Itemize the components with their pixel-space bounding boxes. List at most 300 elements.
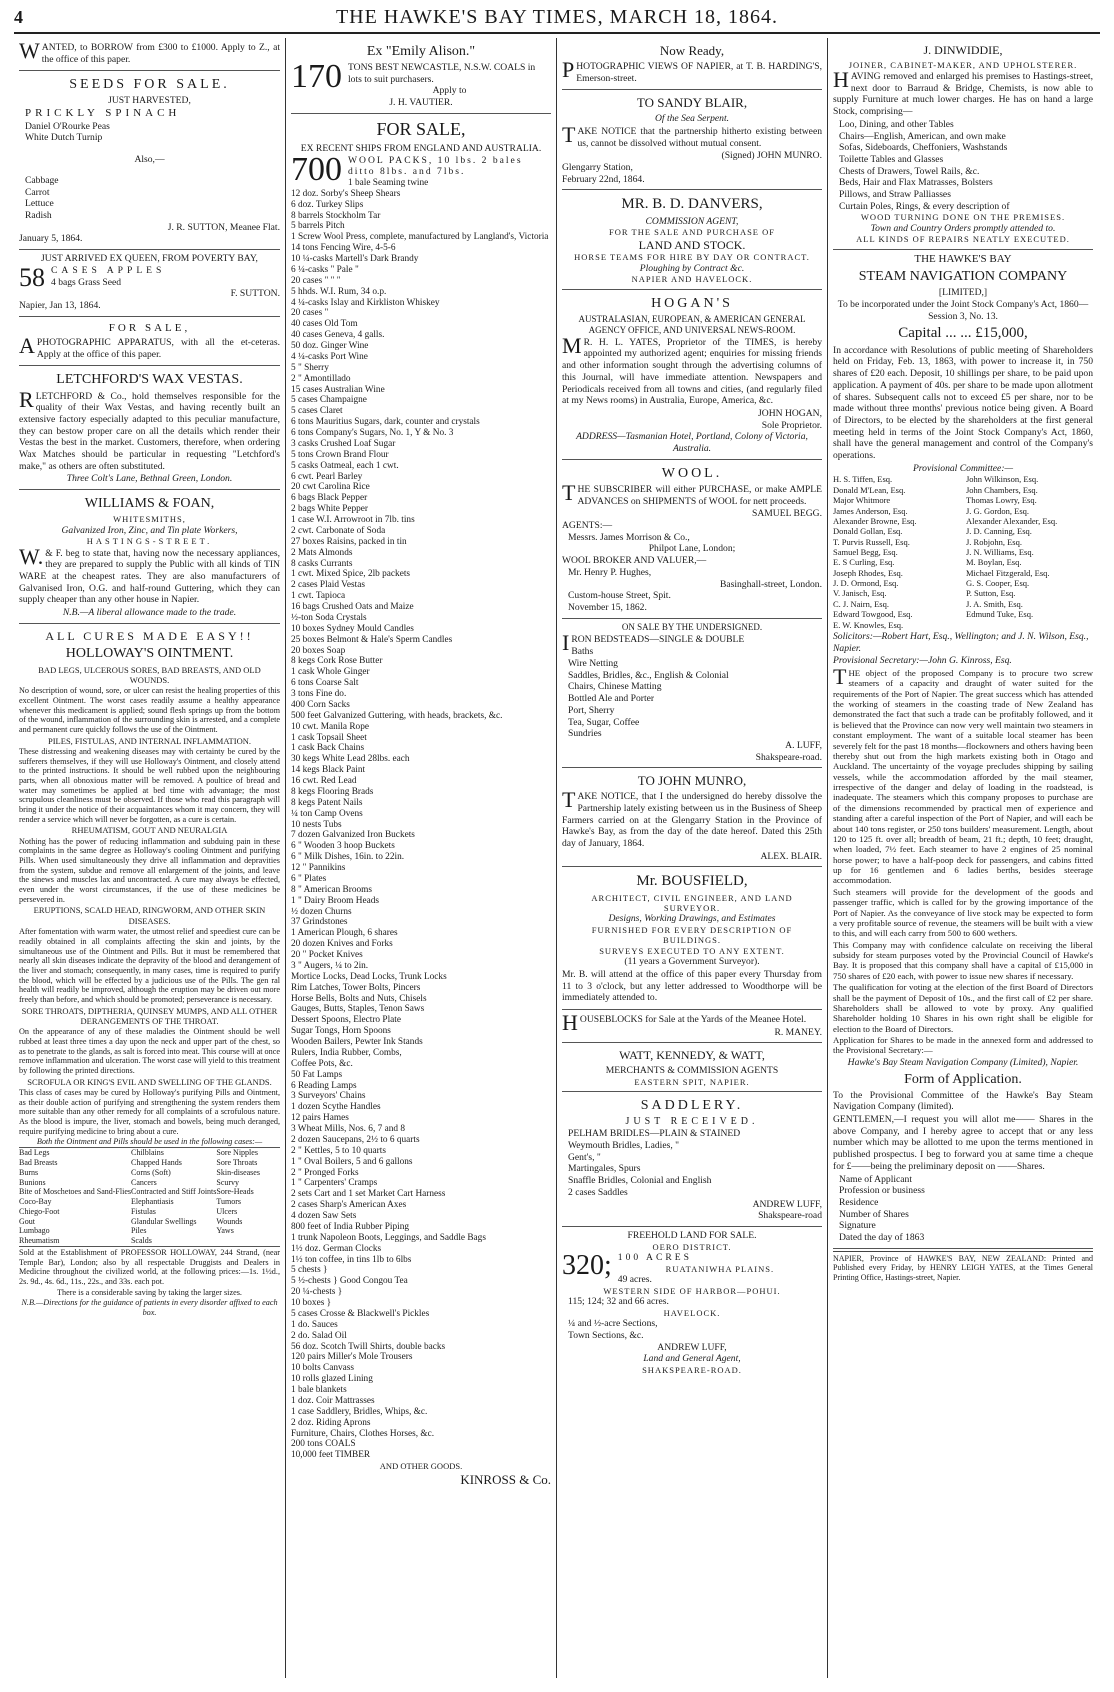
now-ready: Now Ready, xyxy=(659,43,725,58)
list-item: Baths xyxy=(571,646,594,658)
ad-apples xyxy=(19,250,280,317)
free-district: OERO DISTRICT. xyxy=(652,1241,732,1252)
steam-p5: The qualification for voting at the election of the first Board of Directors shall be the payment of Deposit of 10s., and the first call of £2 per share. Shareholders shall be allowed to vote by proxy. Any qualified Shareholder holding 10 Shares in his own right shall be eligible for election to the Board of Directors. xyxy=(833,982,1093,1034)
seeds-heading: SEEDS FOR SALE. xyxy=(69,77,230,93)
list-item: J. D. Canning, Esq. xyxy=(966,526,1032,537)
hogan-text: MR. H. L. YATES, Proprietor of the TIMES, is hereby appointed my authorized agent; enquiries for missing friends and other information sought through the advertising columns of this Journal, will have immediate attention. Newspapers and Periodicals received from all towns and cities, (and regularly filed at my News rooms) in Australia, Europe, America, &c. xyxy=(562,332,822,407)
newspaper-title: THE HAWKE'S BAY TIMES, MARCH 18, 1864. xyxy=(335,6,779,28)
seeds-sub: JUST HARVESTED, xyxy=(108,95,191,107)
list-item: J. D. Ormond, Esq. xyxy=(833,578,899,589)
list-item: Profession or business xyxy=(839,1185,925,1197)
list-item: Gout xyxy=(19,1216,35,1226)
ad-bousfield xyxy=(562,867,822,1010)
list-item: Bunions xyxy=(19,1177,46,1187)
din-wood: WOOD TURNING DONE ON THE PREMISES. xyxy=(860,212,1066,223)
list-item: V. Janisch, Esq. xyxy=(833,588,887,599)
ad-holloway xyxy=(19,624,280,1322)
wool-agent1b: Philpot Lane, London; xyxy=(648,543,736,555)
list-item: Name of Applicant xyxy=(839,1173,912,1185)
wanted-text: WANTED, to BORROW from £300 to £1000. Apply to Z., at the office of this paper. xyxy=(19,38,280,65)
list-item: Tumors xyxy=(216,1197,241,1207)
list-item: 1 " Oval Boilers, 5 and 6 gallons xyxy=(291,1156,413,1167)
list-item: Horse Bells, Bolts and Nuts, Chisels xyxy=(291,993,427,1004)
list-item: Radish xyxy=(25,210,52,221)
hogan-sub: AUSTRALASIAN, EUROPEAN, & AMERICAN GENERAL AGENCY OFFICE, AND UNIVERSAL NEWS-ROOM. xyxy=(578,313,806,335)
wool-date: November 15, 1862. xyxy=(568,601,647,613)
sale-first: WOOL PACKS, 10 lbs. 2 bales ditto 8lbs. and 7lbs. xyxy=(348,154,523,178)
apples-sign: F. SUTTON. xyxy=(230,288,280,300)
throat-text: On the appearance of any of these maladies the Ointment should be well rubbed at least three times a day upon the neck and upper part of the chest, so as to penetrate to the glands, as salt is forced into meat. This course will at once remove inflammation and ulceration. The worst case will yield to this treatment by following the printed directions. xyxy=(19,1027,280,1075)
list-item: ¼ ton Camp Ovens xyxy=(291,808,363,819)
list-item: 6 doz. Turkey Slips xyxy=(291,199,364,210)
list-item: Lettuce xyxy=(25,198,54,210)
steam-p6: Application for Shares to be made in the annexed form and addressed to the Provisional Secretary:— xyxy=(833,1035,1093,1056)
form-to: To the Provisional Committee of the Hawke's Bay Steam Navigation Company (limited). xyxy=(833,1089,1093,1113)
list-item: Chairs—English, American, and own make xyxy=(839,130,1006,142)
sale-number: 700 xyxy=(291,150,342,188)
list-item: 10 ¼-casks Martell's Dark Brandy xyxy=(291,254,419,265)
list-item: 5 " Sherry xyxy=(291,362,329,373)
list-item: 1 do. Sauces xyxy=(291,1319,338,1330)
form-text: GENTLEMEN,—I request you will allot me—— Shares in the above Company, and I hereby agree to accept that or any less number which may be allotted to me upon the terms mentioned in published prospectus. I beg to forward you at same time a cheque for £——being the preliminary deposit on ——Shares. xyxy=(833,1114,1093,1172)
list-item: PRICKLY SPINACH xyxy=(25,107,181,120)
list-item: 5 cases Champaigne xyxy=(291,395,367,406)
list-item: 3 " Augers, ¼ to 2in. xyxy=(291,960,369,971)
list-item: 2 bags White Pepper xyxy=(291,504,369,515)
committee-table xyxy=(833,474,1093,629)
list-item: Gent's, " xyxy=(568,1151,601,1163)
photo-views-text: PHOTOGRAPHIC VIEWS OF NAPIER, at T. B. HARDING'S, Emerson-street. xyxy=(562,56,822,84)
list-item: 200 tons COALS xyxy=(291,1439,356,1450)
list-item: Samuel Begg, Esq. xyxy=(833,546,898,557)
steam-heading: THE HAWKE'S BAY xyxy=(914,252,1012,265)
list-item: Beds, Hair and Flax Matrasses, Bolsters xyxy=(839,177,993,189)
ad-luff-bedsteads xyxy=(562,619,822,769)
list-item: Rheumatism xyxy=(19,1236,60,1246)
list-item: 4 ¼-casks Islay and Kirkliston Whiskey xyxy=(291,297,440,308)
list-item: 2 cases Plaid Vestas xyxy=(291,580,365,591)
list-item: 50 Fat Lamps xyxy=(291,1069,343,1080)
form-dated: Dated the day of 1863 xyxy=(839,1232,925,1244)
list-item: 25 boxes Belmont & Hale's Sperm Candles xyxy=(291,634,453,645)
steam-title: STEAM NAVIGATION COMPANY xyxy=(858,269,1068,285)
list-item: Piles xyxy=(130,1226,147,1236)
luff-text: IRON BEDSTEADS—SINGLE & DOUBLE xyxy=(562,629,745,655)
bousfield-furnished: FURNISHED FOR EVERY DESCRIPTION OF BUILDINGS. xyxy=(591,925,793,946)
seeds-date: January 5, 1864. xyxy=(19,233,83,245)
list-item: 3 Wheat Mills, Nos. 6, 7 and 8 xyxy=(291,1124,405,1135)
din-orders: Town and Country Orders promptly attended to. xyxy=(870,222,1056,234)
list-item: 3 casks Crushed Loaf Sugar xyxy=(291,438,396,449)
steam-addr: Hawke's Bay Steam Navigation Company (Limited), Napier. xyxy=(847,1056,1079,1068)
list-item: 1 doz. Coir Mattrasses xyxy=(291,1395,375,1406)
list-item: Lumbago xyxy=(19,1226,50,1236)
list-item xyxy=(966,620,1093,630)
list-item: 1½ doz. German Clocks xyxy=(291,1243,382,1254)
rheum-heading: RHEUMATISM, GOUT AND NEURALGIA xyxy=(71,825,228,836)
list-item: 2 do. Salad Oil xyxy=(291,1330,347,1341)
list-item: 800 feet of India Rubber Piping xyxy=(291,1221,409,1232)
list-item: 10 nests Tubs xyxy=(291,819,342,830)
capital: Capital ... ... £15,000, xyxy=(898,325,1028,342)
emily-number: 170 xyxy=(291,58,342,96)
ad-hogan xyxy=(562,290,822,460)
list-item: Chiego-Foot xyxy=(19,1206,60,1216)
sold-text: Sold at the Establishment of PROFESSOR HOLLOWAY, 244 Strand, (near Temple Bar), London; also by all respectable Druggists and Dealers in Medicine throughout the civilized world, at the following prices:—1s. 1½d., 2s. 9d., 4s. 6d., 11s., 22s., and 33s. each pot. xyxy=(19,1247,280,1286)
list-item: 5 barrels Pitch xyxy=(291,221,345,232)
list-item: 2 " Amontillado xyxy=(291,373,351,384)
ad-houseblocks xyxy=(562,1010,822,1043)
list-item: Coffee Pots, &c. xyxy=(291,1058,353,1069)
free-plains: RUATANIWHA PLAINS. xyxy=(665,1263,775,1274)
list-item: 20 boxes Soap xyxy=(291,645,346,656)
ad-john-munro xyxy=(562,768,822,867)
blair-text: TAKE NOTICE that the partnership hitherto existing between us, cannot be dissolved without mutual consent. xyxy=(562,121,822,149)
free-number: 320; xyxy=(562,1250,612,1282)
munro-text: TAKE NOTICE, that I the undersigned do hereby dissolve the Partnership lately existing between us in the Business of Sheep Farmers carried on at the Glengarry Station in the Province of Hawke's Bay, as from the day of the date hereof. Dated this 25th day of January, 1864. xyxy=(562,787,822,849)
list-item: Contracted and Stiff Joints xyxy=(130,1187,217,1197)
list-item: 1 cask Whole Ginger xyxy=(291,667,370,678)
list-item: 5 ½-chests } Good Congou Tea xyxy=(291,1276,408,1287)
list-item: Residence xyxy=(839,1196,879,1208)
list-item: Michael Fitzgerald, Esq. xyxy=(966,567,1050,578)
list-item: 16 cwt. Red Lead xyxy=(291,776,357,787)
list-item: 5 cases Crosse & Blackwell's Pickles xyxy=(291,1308,430,1319)
wax-text: RLETCHFORD & Co., hold themselves responsible for the quality of their Wax Vestas, and having recently built an extensive factory especially adapted to this peculiar manufacture, they can bestow proper care on all the details which render their Vestas the best in the market. Customers, therefore, when ordering Wax Matches should be particular in requesting "Letchford's make," as others are often substituted. xyxy=(19,386,280,472)
both-note: Both the Ointment and Pills should be used in the following cases:— xyxy=(36,1137,263,1147)
list-item: Chairs, Chinese Matting xyxy=(568,681,662,693)
list-item: 1 cask Back Chains xyxy=(291,743,365,754)
list-item: 1 Screw Wool Press, complete, manufactured by Langland's, Victoria xyxy=(291,232,549,243)
wool-agents: AGENTS:— xyxy=(562,519,613,531)
list-item: Number of Shares xyxy=(839,1208,909,1220)
list-item: 40 cases Geneva, 4 galls. xyxy=(291,330,385,341)
list-item: Wounds xyxy=(216,1216,243,1226)
list-item xyxy=(216,1236,280,1246)
blair-heading: TO SANDY BLAIR, xyxy=(636,95,748,111)
list-item: 56 doz. Scotch Twill Shirts, double backs xyxy=(291,1341,446,1352)
list-item: Major Whitmore xyxy=(833,495,891,506)
house-text: HOUSEBLOCKS for Sale at the Yards of the Meanee Hotel. xyxy=(562,1010,807,1035)
list-item: 40 cases Old Tom xyxy=(291,319,358,330)
list-item: Daniel O'Rourke Peas xyxy=(25,120,110,132)
steam-p3: Such steamers will provide for the development of the goods and passenger traffic, which is called for by the growing importance of the Port of Napier. As the conveyance of live stock may be expected to form a very profitable source of revenue, the steamers will be built with a view to this, and will each carry from 500 to 600 wethers. xyxy=(833,886,1093,939)
danvers-heading: MR. B. D. DANVERS, xyxy=(621,196,763,213)
list-item: 400 Corn Sacks xyxy=(291,699,350,710)
list-item: J. G. Gordon, Esq. xyxy=(966,505,1030,516)
list-item: 6 Reading Lamps xyxy=(291,1080,357,1091)
holloway-p1: No description of wound, sore, or ulcer can resist the healing properties of this excellent Ointment. The worst cases readily assume a healthy appearance whenever this medicament is applied; sound flesh springs up from the bottom of the wound, inflammation of the surrounding skin is arrested, and a complete and permanent cure quickly follows the use of the Ointment. xyxy=(19,686,280,734)
ad-sandy-blair xyxy=(562,90,822,190)
free-role: Land and General Agent, xyxy=(643,1353,741,1365)
din-sub: JOINER, CABINET-MAKER, AND UPHOLSTERER. xyxy=(848,59,1078,70)
blair-place: Glengarry Station, xyxy=(562,161,633,173)
list-item: Elephantiasis xyxy=(130,1197,174,1207)
other-goods: AND OTHER GOODS. xyxy=(379,1461,463,1472)
list-item: Bite of Moschetoes and Sand-Flies xyxy=(19,1187,131,1197)
list-item: 4 dozen Saw Sets xyxy=(291,1211,357,1222)
list-item: Wooden Bailers, Pewter Ink Stands xyxy=(291,1037,423,1048)
list-item: 1 dozen Scythe Handles xyxy=(291,1102,381,1113)
list-item: Rulers, India Rubber, Combs, xyxy=(291,1047,402,1058)
list-item: 1 bale blankets xyxy=(291,1385,347,1396)
list-item: Ulcers xyxy=(216,1206,238,1216)
list-item: 10,000 feet TIMBER xyxy=(291,1450,371,1461)
prov-heading: Provisional Committee:— xyxy=(912,462,1014,474)
list-item: 6 tons Company's Sugars, No. 1, Y & No. 3 xyxy=(291,428,454,439)
list-item: E. S Curling, Esq. xyxy=(833,557,895,568)
list-item: 15 cases Australian Wine xyxy=(291,384,385,395)
sale-sub: EX RECENT SHIPS FROM ENGLAND AND AUSTRALIA. xyxy=(300,142,542,154)
list-item: Thomas Lowry, Esq. xyxy=(966,495,1037,506)
ad-wanted xyxy=(19,38,280,71)
bousfield-designs: Designs, Working Drawings, and Estimates xyxy=(608,913,776,925)
holloway-sub: BAD LEGS, ULCEROUS SORES, BAD BREASTS, AND OLD WOUNDS. xyxy=(38,664,261,685)
list-item: C. J. Nairn, Esq. xyxy=(833,598,889,609)
list-item: 20 cases " " " xyxy=(291,275,341,286)
list-item: Gauges, Butts, Staples, Tenon Saws xyxy=(291,1004,425,1015)
list-item: Bad Breasts xyxy=(19,1158,58,1168)
apples-number: 58 xyxy=(19,262,45,292)
bousfield-sub: ARCHITECT, CIVIL ENGINEER, AND LAND SURVEYOR. xyxy=(591,892,793,914)
list-item: 8 kegs Cork Rose Butter xyxy=(291,656,383,667)
list-item: 10 cwt. Manila Rope xyxy=(291,721,369,732)
list-item: Also,— xyxy=(134,153,165,165)
list-item: Mortice Locks, Dead Locks, Trunk Locks xyxy=(291,971,447,982)
list-item: 5 chests } xyxy=(291,1265,328,1276)
list-item: Tea, Sugar, Coffee xyxy=(568,716,640,728)
list-item: ½-ton Soda Crystals xyxy=(291,612,367,623)
wool-broker: WOOL BROKER AND VALUER,— xyxy=(562,555,707,567)
list-item: Carrot xyxy=(25,186,50,198)
list-item: Bottled Ale and Porter xyxy=(568,693,655,705)
list-item: 1 bale Seaming twine xyxy=(348,177,429,188)
ad-emily-alison xyxy=(291,38,551,114)
photo-heading: FOR SALE, xyxy=(108,321,191,334)
bousfield-text: Mr. B. will attend at the office of this paper every Thursday from 11 to 3 o'clock, but any letter addressed to Woodthorpe will be immediately attended to. xyxy=(562,968,822,1004)
holloway-heading: HOLLOWAY'S OINTMENT. xyxy=(65,646,234,662)
luff-list xyxy=(562,646,822,740)
list-item: Sugar Tongs, Horn Spoons xyxy=(291,1026,391,1037)
list-item: 12 doz. Sorby's Sheep Shears xyxy=(291,188,401,199)
list-item: 12 pairs Hames xyxy=(291,1113,349,1124)
list-item: Fistulas xyxy=(130,1206,156,1216)
foan-heading: WILLIAMS & FOAN, xyxy=(84,496,215,512)
list-item: White Dutch Turnip xyxy=(25,132,103,144)
list-item: Alexander Alexander, Esq. xyxy=(966,515,1058,526)
list-item: James Anderson, Esq. xyxy=(833,505,908,516)
list-item: 2 cases Saddles xyxy=(568,1186,628,1198)
blair-date: February 22nd, 1864. xyxy=(562,173,645,185)
list-item: J. Robjohn, Esq. xyxy=(966,536,1022,547)
apples-date: Napier, Jan 13, 1864. xyxy=(19,299,101,311)
emily-sign: J. H. VAUTIER. xyxy=(389,97,453,109)
list-item: 1 " Carpenters' Cramps xyxy=(291,1178,378,1189)
blair-sub: Of the Sea Serpent. xyxy=(654,113,730,125)
list-item: Martingales, Spurs xyxy=(568,1163,641,1175)
list-item: 14 tons Fencing Wire, 4-5-6 xyxy=(291,243,396,254)
free-lots: 115; 124; 32 and 66 acres. xyxy=(568,1296,669,1308)
free-sections: ¼ and ½-acre Sections, xyxy=(568,1318,658,1330)
list-item: Toilette Tables and Glasses xyxy=(839,153,944,165)
list-item: 5 casks Oatmeal, each 1 cwt. xyxy=(291,460,399,471)
list-item: Sore Nipples xyxy=(216,1148,258,1158)
steam-p1: In accordance with Resolutions of public meeting of Shareholders held on Friday, Feb. 13, 1863, with power to increase it, in 750 shares of £20 each. Deposit, 10 shillings per share, to be paid upon application. A payment of 40s. per share to be made upon allotment of shares. Subsequent calls not to exceed £5 per share, nor to be made without three months' previous notice being given. A Board of Directors, to be elected by the shareholders at the first general meeting held in terms of the Joint Stock Company's Act, 1860, shall have the general management and control of the Company's operations. xyxy=(833,344,1093,462)
list-item: 27 boxes Raisins, packed in tin xyxy=(291,536,407,547)
apples-text: CASES APPLES xyxy=(51,264,166,276)
list-item: 37 Grindstones xyxy=(291,917,348,928)
saddlery-heading: SADDLERY. xyxy=(640,1098,744,1114)
photo-text: APHOTOGRAPHIC APPARATUS, with all the et-ceteras. Apply at the office of this paper. xyxy=(19,333,280,360)
list-item: Signature xyxy=(839,1220,876,1232)
seeds-list xyxy=(19,107,280,222)
din-list xyxy=(833,119,1093,213)
danvers-sub: COMMISSION AGENT, xyxy=(645,215,739,227)
list-item: 20 " Pocket Knives xyxy=(291,950,363,961)
din-repairs: ALL KINDS OF REPAIRS NEATLY EXECUTED. xyxy=(856,234,1070,245)
list-item: Sore-Heads xyxy=(216,1187,254,1197)
list-item: G. S. Cooper, Esq. xyxy=(966,578,1030,589)
list-item: Rim Latches, Tower Bolts, Pincers xyxy=(291,982,421,993)
list-item: P. Sutton, Esq. xyxy=(966,588,1016,599)
list-item: Sofas, Sideboards, Cheffoniers, Washstands xyxy=(839,142,1008,154)
rheum-text: Nothing has the power of reducing inflammation and subduing pain in these complaints in the same degree as Holloway's cooling Ointment and purifying Pills. When used simultaneously they drive all inflammation and depravities from the system, subdue and remove all enlargement of the joints, and leave the sinews and muscles lax and uncontracted. A cure may always be effected, even under the worst circumstances, if the use of these medicines be persevered in. xyxy=(19,836,280,904)
list-item: 20 ¼-chests } xyxy=(291,1287,343,1298)
masthead xyxy=(14,6,1100,34)
list-item: 2 doz. Riding Aprons xyxy=(291,1417,371,1428)
list-item: 20 dozen Knives and Forks xyxy=(291,939,393,950)
list-item: 2 " Kettles, 5 to 10 quarts xyxy=(291,1145,386,1156)
list-item: T. Purvis Russell, Esq. xyxy=(833,536,910,547)
list-item: Chilblains xyxy=(130,1148,164,1158)
list-item: Joseph Rhodes, Esq. xyxy=(833,567,903,578)
free-49: 49 acres. xyxy=(617,1274,652,1286)
list-item: John Wilkinson, Esq. xyxy=(966,474,1039,485)
foan-text: W.& F. beg to state that, having now the necessary appliances, they are prepared to supply the Public with all kinds of TIN WARE at the cheapest rates. They are also manufacturers of Galvanised Iron, O.G. and half-round Guttering, which they can supply cheaper than any other house in Napier. xyxy=(19,543,280,606)
list-item: H. S. Tiffen, Esq. xyxy=(833,474,893,485)
list-item: Yaws xyxy=(216,1226,234,1236)
list-item: 3 tons Fine do. xyxy=(291,689,347,700)
list-item: 120 pairs Miller's Mole Trousers xyxy=(291,1352,413,1363)
ad-wax-vestas xyxy=(19,366,280,490)
goods-list xyxy=(291,178,551,1461)
list-item: 1 American Plough, 6 shares xyxy=(291,928,398,939)
list-item: 50 doz. Ginger Wine xyxy=(291,341,369,352)
list-item: 500 feet Galvanized Guttering, with heads, brackets, &c. xyxy=(291,710,503,721)
hogan-address: ADDRESS—Tasmanian Hotel, Portland, Colony of Victoria, Australia. xyxy=(576,431,808,455)
secretary: Provisional Secretary:—John G. Kinross, Esq. xyxy=(833,655,1012,667)
emily-text: TONS BEST NEWCASTLE, N.S.W. COALS in lots to suit purchasers. xyxy=(348,62,536,85)
blair-signed: (Signed) JOHN MUNRO. xyxy=(721,150,822,162)
munro-sign: ALEX. BLAIR. xyxy=(760,850,822,862)
list-item: 5 hhds. W.I. Rum, 34 o.p. xyxy=(291,286,387,297)
page-number: 4 xyxy=(14,7,23,27)
steam-p2: THE object of the proposed Company is to procure two screw steamers of a capacity and draught of water suited for the requirements of the Port of Napier. The great success which has attended the working of steamers in the coasting trade of New Zealand has demonstrated the fact that such a trade can be profitably followed, and it is believed that the Province can now very well maintain two steamers in constant employment. The want of a suitable local steamer has been severely felt for the past 18 months—flockowners and others having been thereby shut out from the high markets existing both in Otago and Auckland. The uncertainty of the voyage precludes shipping by sailing vessels, while the accommodation afforded by the mail steamer, irrespective of the danger and delay of loading in the roadstead, is inadequate. The steamers which this company proposes to purchase are of the dimensions recommended by practical men of experience and standing after a careful inspection of the Port of Napier, and will each be about 140 tons register, or 250 tons builders' measurement. Length, about 120 to 125 ft. over all; breadth of beam, 21 ft.; depth, 10 feet; draught, when loaded, 7½ feet. Each steamer to have 2 engines of 25 nominal horse power; to have a half-poop deck for passengers, and cabins fitted up for 16 gentlemen and 6 ladies berths, besides steerage accommodation. xyxy=(833,663,1093,886)
list-item: Wire Netting xyxy=(568,657,618,669)
steam-limited: [LIMITED,] xyxy=(938,287,988,299)
list-item: 2 sets Cart and 1 set Market Cart Harness xyxy=(291,1189,446,1200)
list-item: M. Boylan, Esq. xyxy=(966,557,1022,568)
luff-sign: A. LUFF, xyxy=(785,739,822,751)
list-item: J. N. Williams, Esq. xyxy=(966,546,1034,557)
list-item: 1 trunk Napoleon Boots, Leggings, and Saddle Bags xyxy=(291,1232,486,1243)
list-item: 6 bags Black Pepper xyxy=(291,493,368,504)
list-item: 2 " Pronged Forks xyxy=(291,1167,359,1178)
foan-sub2: Galvanized Iron, Zinc, and Tin plate Workers, xyxy=(61,524,238,536)
list-item: 2 dozen Saucepans, 2½ to 6 quarts xyxy=(291,1134,420,1145)
watt-heading: WATT, KENNEDY, & WATT, xyxy=(619,1048,765,1063)
list-item: 10 boxes Sydney Mould Candles xyxy=(291,623,414,634)
list-item: Curtain Poles, Rings, & every description of xyxy=(839,200,1010,212)
foan-sub3: HASTINGS-STREET. xyxy=(86,536,213,547)
erupt-text: After fomentation with warm water, the utmost relief and speediest cure can be readily obtained in all complaints affecting the skin and joints, by the simultaneous use of the Ointment and Pills. But it must be remembered that nearly all skin diseases indicate the depravity of the blood and derangement of the liver and stomach; consequently, in many cases, time is required to purify the blood, which will be effected by a judicious use of the Pills. The gen ral health will readily be improved, although the eruption may be driven out more freely than before, and which should be promoted; perseverance is necessary. xyxy=(19,927,280,1004)
watt-sub: MERCHANTS & COMMISSION AGENTS xyxy=(605,1065,779,1077)
list-item: Edmund Tuke, Esq. xyxy=(966,609,1034,620)
free-havelock: HAVELOCK. xyxy=(663,1307,721,1318)
wax-heading: LETCHFORD'S WAX VESTAS. xyxy=(56,372,243,388)
saving-note: There is a considerable saving by taking the larger sizes. xyxy=(57,1287,242,1297)
list-item: 1 case W.I. Arrowroot in 7lb. tins xyxy=(291,515,415,526)
ad-freehold xyxy=(562,1227,822,1379)
free-western: WESTERN SIDE OF HARBOR—POHUI. xyxy=(603,1285,781,1296)
list-item: Furniture, Chairs, Clothes Horses, &c. xyxy=(291,1428,435,1439)
list-item: Corns (Soft) xyxy=(130,1167,171,1177)
form-fields xyxy=(833,1174,1093,1233)
list-item: 2 cases Sharp's American Axes xyxy=(291,1200,407,1211)
list-item: Glandular Swellings xyxy=(130,1216,197,1226)
ad-watt-kennedy xyxy=(562,1043,822,1092)
list-item: Alexander Browne, Esq. xyxy=(833,515,917,526)
list-item: 4 ¼-casks Port Wine xyxy=(291,351,368,362)
wool-sign: SAMUEL BEGG. xyxy=(752,508,822,520)
hogan-role: Sole Proprietor. xyxy=(761,419,822,431)
list-item: Skin-diseases xyxy=(216,1167,260,1177)
wool-heading: WOOL. xyxy=(661,465,723,481)
ad-williams-foan xyxy=(19,490,280,624)
ad-dinwiddie xyxy=(833,38,1093,250)
scrof-heading: SCROFULA OR KING'S EVIL AND SWELLING OF THE GLANDS. xyxy=(27,1076,272,1087)
saddlery-addr: Shakspeare-road xyxy=(758,1210,822,1222)
list-item: 3 Surveyors' Chains xyxy=(291,1091,366,1102)
foan-nb: N.B.—A liberal allowance made to the trade. xyxy=(62,607,237,619)
list-item: Chests of Drawers, Towel Rails, &c. xyxy=(839,165,980,177)
column-1 xyxy=(14,38,285,1678)
bousfield-surveys: SURVEYS EXECUTED TO ANY EXTENT. xyxy=(599,945,785,956)
foan-sub1: WHITESMITHS, xyxy=(113,514,186,525)
list-item: E. W. Knowles, Esq. xyxy=(833,619,904,630)
solicitors: Solicitors:—Robert Hart, Esq., Wellington; and J. N. Wilson, Esq., Napier. xyxy=(833,630,1089,654)
list-item: John Chambers, Esq. xyxy=(966,484,1038,495)
free-heading: FREEHOLD LAND FOR SALE. xyxy=(627,1229,757,1241)
danvers-plough: Ploughing by Contract &c. xyxy=(639,262,745,274)
list-item: 8 kegs Patent Nails xyxy=(291,797,363,808)
list-item: PELHAM BRIDLES—PLAIN & STAINED xyxy=(568,1128,741,1140)
saddlery-sub: JUST RECEIVED. xyxy=(625,1116,759,1128)
list-item: 5 cases Claret xyxy=(291,406,343,417)
list-item: Weymouth Bridles, Ladies, " xyxy=(568,1140,680,1152)
piles-text: These distressing and weakening diseases may with certainty be cured by the sufferers themselves, if they will use Holloway's Ointment, and closely attend to the printed instructions. It should be well rubbed upon the neighbouring parts, when all obnoxious matter will be removed. A poultice of bread and water may sometimes be applied at bed time with advantage; the most scrupulous cleanliness must be observed. If those who read this paragraph will bring it under the notice of their acquaintances whom it may concern, they will render a service which will never be forgotten, as a cure is certain. xyxy=(19,747,280,824)
list-item: Cancers xyxy=(130,1177,157,1187)
wax-address: Three Colt's Lane, Bethnal Green, London. xyxy=(66,473,233,485)
list-item: 6 tons Coarse Salt xyxy=(291,678,359,689)
list-item: 1 " Dairy Broom Heads xyxy=(291,895,379,906)
list-item: 7 dozen Galvanized Iron Buckets xyxy=(291,830,415,841)
ad-seeds xyxy=(19,71,280,250)
list-item: 8 casks Currants xyxy=(291,558,353,569)
directions-note: N.B.—Directions for the guidance of patients in every disorder affixed to each box. xyxy=(21,1297,278,1317)
emily-apply: Apply to xyxy=(432,85,467,97)
ad-photo-views xyxy=(562,38,822,90)
